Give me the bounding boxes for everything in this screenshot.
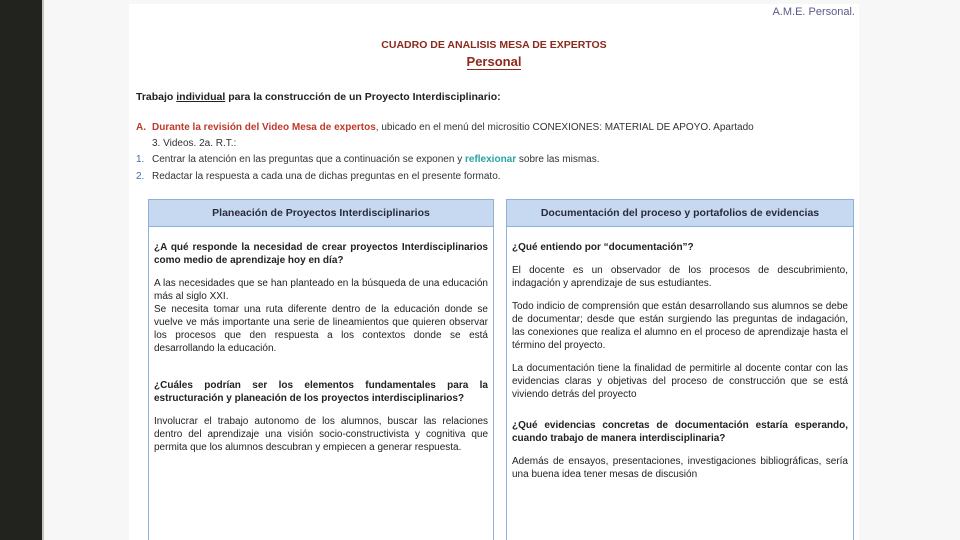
instruction-a-text: , ubicado en el menú del micrositio CONEXIONES: MATERIAL DE APOYO. Apartado xyxy=(375,122,754,133)
document-title: CUADRO DE ANALISIS MESA DE EXPERTOS xyxy=(381,39,607,51)
instruction-1-marker: 1. xyxy=(136,154,145,165)
left-panel xyxy=(148,199,494,540)
left-question-2: ¿Cuáles podrían ser los elementos fundamentales para la estructuración y planeación de los proyectos interdisciplinarios? xyxy=(154,380,488,404)
right-question-2: ¿Qué evidencias concretas de documentación estaría esperando, cuando trabajo de manera interdisciplinaria? xyxy=(512,420,848,444)
intro-underlined: individual xyxy=(176,91,226,103)
left-answer-2: Involucrar el trabajo autonomo de los alumnos, buscar las relaciones dentro del aprendizaje una visión socio-constructivista y cognitiva que permita que los alumnos descubran y empiecen a generar respuesta. xyxy=(154,416,488,453)
instruction-a-marker: A. xyxy=(136,122,146,133)
right-panel-heading: Documentación del proceso y portafolios de evidencias xyxy=(507,200,853,227)
left-question-1: ¿A qué responde la necesidad de crear proyectos Interdisciplinarios como medio de aprendizaje hoy en día? xyxy=(154,242,488,266)
instruction-1 xyxy=(136,154,600,165)
instruction-1-highlight: reflexionar xyxy=(465,154,517,165)
instruction-1-pre: Centrar la atención en las preguntas que a continuación se exponen y xyxy=(152,154,465,165)
slide-left-bar xyxy=(0,0,42,540)
intro-prefix: Trabajo xyxy=(136,91,177,103)
instruction-1-post: sobre las mismas. xyxy=(516,154,600,165)
left-panel-heading: Planeación de Proyectos Interdisciplinarios xyxy=(149,200,493,227)
right-question-1: ¿Qué entiendo por “documentación”? xyxy=(512,242,694,253)
instruction-a xyxy=(136,122,754,133)
instruction-2-text: Redactar la respuesta a cada una de dichas preguntas en el presente formato. xyxy=(152,171,501,182)
instruction-a-continued xyxy=(136,138,236,149)
instruction-2-marker: 2. xyxy=(136,171,145,182)
corner-label: A.M.E. Personal. xyxy=(772,6,855,18)
instruction-2 xyxy=(136,171,501,182)
instruction-a-highlight: Durante la revisión del Video Mesa de expertos xyxy=(152,122,376,133)
intro-suffix: para la construcción de un Proyecto Interdisciplinario: xyxy=(225,91,501,103)
left-panel-body xyxy=(149,227,493,454)
instruction-a-cont-text: 3. Videos. 2a. R.T.: xyxy=(152,138,237,149)
right-answer-1: El docente es un observador de los procesos de descubrimiento, indagación y aprendizaje de sus estudiantes. xyxy=(512,265,848,289)
document-page xyxy=(129,4,859,540)
right-answer-1b: Todo indicio de comprensión que están desarrollando sus alumnos se debe de documentar; desde que están surgiendo las preguntas de indagación, las conexiones que realiza el alumno en el proceso de aprendizaje hasta el término del proyecto. xyxy=(512,301,848,351)
intro-line xyxy=(136,91,501,103)
right-answer-1c: La documentación tiene la finalidad de permitirle al docente contar con las evidencias claras y objetivas del proceso de construcción que se está viviendo detrás del proyecto xyxy=(512,363,848,400)
document-subtitle xyxy=(129,54,859,69)
right-panel-body xyxy=(507,227,853,481)
slide-divider-line xyxy=(42,0,44,540)
right-panel xyxy=(506,199,854,540)
subtitle-text: Personal xyxy=(466,54,522,69)
right-answer-2: Además de ensayos, presentaciones, investigaciones bibliográficas, sería una buena idea tener mesas de discusión xyxy=(512,456,848,480)
left-answer-1: A las necesidades que se han planteado en la búsqueda de una educación más al siglo XXI. xyxy=(154,278,488,302)
left-answer-1b: Se necesita tomar una ruta diferente dentro de la educación donde se vuelve ve más importante una serie de lineamientos que quieren observar los procesos que den respuesta a los contextos donde se está desarrollando la educación. xyxy=(154,304,488,354)
